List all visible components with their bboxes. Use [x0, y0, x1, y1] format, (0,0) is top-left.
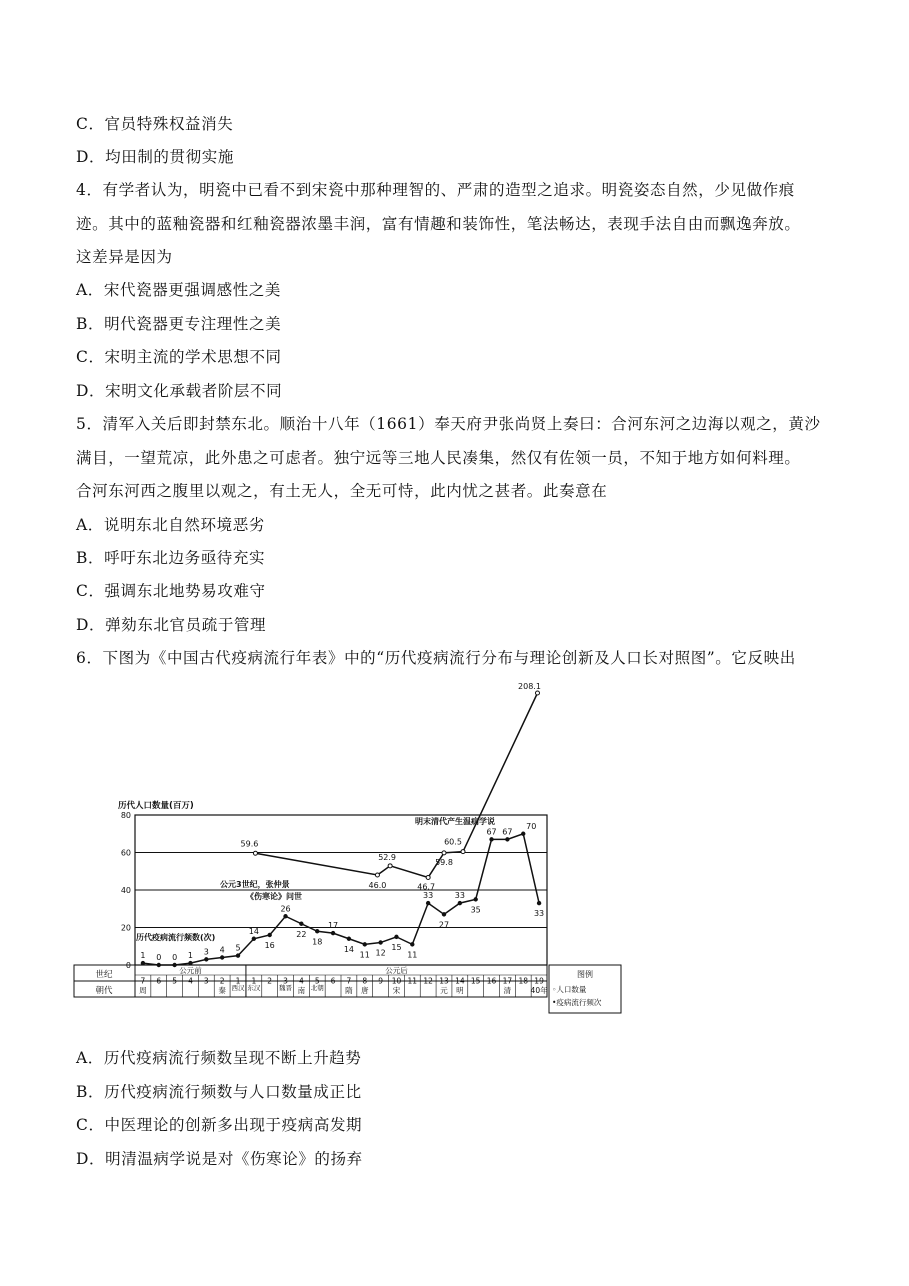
epidemic-point — [172, 963, 176, 967]
dynasty-label: 东汉 — [247, 984, 261, 992]
century-label: 12 — [423, 976, 433, 986]
epidemic-point — [252, 937, 256, 941]
epidemic-data-label: 5 — [235, 943, 241, 953]
epidemic-point — [141, 961, 145, 965]
epidemic-data-label: 14 — [248, 926, 259, 936]
epidemic-point — [521, 832, 525, 836]
text-line: C．强调东北地势易攻难守 — [76, 582, 266, 600]
century-label: 18 — [518, 976, 529, 986]
dynasty-label: 明 — [456, 986, 464, 995]
text-line: B．呼吁东北边务亟待充实 — [76, 549, 266, 567]
epidemic-data-label: 67 — [502, 827, 513, 837]
text-line: D．弹劾东北官员疏于管理 — [76, 616, 267, 634]
dynasty-label: 唐 — [361, 986, 369, 995]
annotation-zhang-zhongjing: 公元3世纪，张仲景 — [220, 880, 290, 889]
population-point — [388, 864, 392, 868]
row-label-century: 世纪 — [95, 970, 113, 980]
epidemic-data-label: 3 — [203, 947, 209, 957]
century-label: 3 — [283, 976, 288, 986]
population-point — [535, 691, 539, 695]
epidemic-point — [537, 901, 541, 905]
text-line: A．说明东北自然环境恶劣 — [76, 516, 265, 534]
dynasty-label: 北朝 — [310, 984, 324, 992]
epidemic-point — [188, 961, 192, 965]
epidemic-data-label: 1 — [187, 951, 194, 961]
text-line: A．历代疫病流行频数呈现不断上升趋势 — [76, 1049, 362, 1067]
dynasty-label: 周 — [139, 986, 147, 995]
century-label: 16 — [486, 976, 497, 986]
legend-item-epidemic: •疫病流行频次 — [552, 998, 602, 1007]
epidemic-point — [331, 931, 335, 935]
era-label-ad: 公元后 — [385, 966, 408, 975]
century-label: 5 — [172, 976, 178, 986]
epidemic-point — [299, 922, 303, 926]
dynasty-label: 秦 — [218, 986, 226, 995]
century-label: 7 — [140, 976, 146, 986]
text-line: 满目，一望荒凉，此外患之可虑者。独宁远等三地人民凑集，然仅有佐领一员，不知于地方如何料理。 — [76, 449, 801, 467]
century-label: 2 — [267, 976, 273, 986]
text-line: C．官员特殊权益消失 — [76, 115, 234, 133]
population-data-label: 60.5 — [444, 837, 462, 847]
annotation-warm-disease: 明末清代产生温病学说 — [415, 817, 495, 826]
epidemic-data-label: 14 — [343, 944, 355, 954]
text-line: 5．清军入关后即封禁东北。顺治十八年（1661）奉天府尹张尚贤上奏曰：合河东河之边海以观之，黄沙 — [76, 415, 821, 433]
epidemic-data-label: 35 — [470, 905, 481, 915]
century-label: 1 — [235, 976, 241, 986]
century-label: 7 — [346, 976, 352, 986]
epidemic-point — [505, 837, 509, 841]
text-line: 4．有学者认为，明瓷中已看不到宋瓷中那种理智的、严肃的造型之追求。明瓷姿态自然，少见做作痕 — [76, 181, 795, 199]
legend-title: 图例 — [577, 970, 593, 979]
annotation-shanghanlun: 《伤寒论》问世 — [246, 892, 302, 901]
epidemic-data-label: 17 — [327, 921, 339, 931]
epidemic-point — [204, 957, 208, 961]
epidemic-data-label: 4 — [219, 945, 225, 955]
century-label: 11 — [407, 976, 418, 986]
population-point — [253, 851, 257, 855]
dynasty-label: 40年 — [530, 986, 548, 995]
epidemic-data-label: 15 — [391, 942, 402, 952]
epidemic-data-label: 0 — [172, 953, 178, 962]
text-line: B．明代瓷器更专注理性之美 — [76, 315, 282, 333]
epidemic-data-label: 33 — [533, 909, 545, 919]
century-label: 5 — [314, 976, 320, 986]
dynasty-label: 元 — [440, 986, 448, 995]
century-label: 17 — [502, 976, 513, 986]
century-label: 3 — [203, 976, 209, 986]
dynasty-label: 宋 — [392, 986, 401, 995]
century-label: 15 — [470, 976, 481, 986]
era-label-bc: 公元前 — [179, 966, 202, 975]
y-tick-label: 60 — [120, 848, 131, 858]
epidemic-data-label: 22 — [296, 929, 307, 939]
epidemic-point — [363, 942, 367, 946]
text-line: 迹。其中的蓝釉瓷器和红釉瓷器浓墨丰润，富有情趣和装饰性，笔法畅达，表现手法自由而飘逸奔放。 — [76, 215, 801, 233]
epidemic-point — [283, 914, 287, 918]
y-tick-label: 80 — [120, 811, 131, 820]
y-tick-label: 0 — [125, 961, 131, 970]
epidemic-point — [489, 837, 493, 841]
epidemic-data-label: 27 — [438, 920, 450, 930]
population-point — [442, 851, 446, 855]
epidemic-data-label: 1 — [140, 951, 146, 961]
epidemic-point — [315, 929, 319, 933]
century-label: 13 — [439, 976, 449, 986]
text-line: A．宋代瓷器更强调感性之美 — [76, 281, 281, 299]
y-axis-label: 历代人口数量(百万) — [118, 801, 194, 811]
population-line — [255, 693, 537, 877]
century-label: 2 — [219, 976, 225, 986]
epidemic-population-chart — [70, 675, 630, 1020]
century-label: 19 — [534, 976, 544, 986]
epidemic-point — [458, 901, 462, 905]
century-label: 14 — [455, 976, 465, 986]
text-line: 6．下图为《中国古代疫病流行年表》中的“历代疫病流行分布与理论创新及人口长对照图”。它反映出 — [76, 649, 796, 667]
y-tick-label: 40 — [120, 886, 131, 895]
epidemic-point — [157, 963, 161, 967]
dynasty-label: 西汉 — [231, 984, 245, 992]
century-label: 4 — [188, 976, 193, 986]
century-label: 6 — [156, 976, 162, 986]
epidemic-point — [220, 955, 224, 959]
text-line: B．历代疫病流行频数与人口数量成正比 — [76, 1083, 362, 1101]
epidemic-point — [394, 935, 398, 939]
population-point — [426, 875, 430, 879]
epidemic-data-label: 70 — [526, 821, 537, 831]
text-line: C．宋明主流的学术思想不同 — [76, 348, 282, 366]
epidemic-data-label: 18 — [312, 937, 323, 947]
century-label: 1 — [251, 976, 257, 986]
population-data-label: 59.8 — [435, 857, 453, 867]
epidemic-data-label: 33 — [454, 891, 465, 901]
text-line: 这差异是因为 — [76, 248, 173, 266]
text-line: D．宋明文化承载者阶层不同 — [76, 382, 283, 400]
population-data-label: 46.7 — [417, 882, 436, 892]
dynasty-label: 南 — [297, 986, 306, 995]
epidemic-line — [143, 834, 539, 965]
epidemic-point — [378, 940, 382, 944]
text-line: 合河东河西之腹里以观之，有土无人，全无可恃，此内忧之甚者。此奏意在 — [76, 482, 608, 500]
epidemic-point — [426, 901, 430, 905]
century-label: 4 — [298, 976, 304, 986]
epidemic-data-label: 67 — [486, 827, 497, 837]
epidemic-data-label: 33 — [423, 891, 434, 901]
epidemic-data-label: 12 — [375, 948, 386, 958]
legend-item-population: ◦人口数量 — [552, 985, 587, 994]
epidemic-data-label: 16 — [264, 941, 275, 950]
row-label-dynasty: 朝代 — [95, 986, 113, 996]
epidemic-data-label: 11 — [407, 950, 418, 960]
population-point — [461, 850, 465, 854]
century-label: 6 — [330, 976, 336, 986]
epidemic-data-label: 11 — [359, 950, 370, 960]
epidemic-point — [410, 942, 414, 946]
century-label: 8 — [362, 976, 368, 986]
y-tick-label: 20 — [120, 923, 131, 933]
epidemic-point — [236, 953, 240, 957]
annotation-epidemic-axis: 历代疫病流行频数(次) — [136, 933, 216, 942]
text-line: D．均田制的贯彻实施 — [76, 148, 234, 166]
population-data-label: 52.9 — [378, 852, 397, 862]
century-label: 10 — [391, 976, 402, 986]
population-data-label: 46.0 — [368, 881, 387, 890]
epidemic-point — [347, 937, 351, 941]
dynasty-label: 清 — [503, 986, 512, 995]
population-point — [375, 873, 379, 877]
dynasty-label: 魏晋 — [279, 984, 293, 992]
century-label: 9 — [378, 976, 384, 986]
epidemic-point — [267, 933, 271, 937]
epidemic-data-label: 26 — [280, 904, 291, 914]
dynasty-label: 隋 — [345, 986, 353, 995]
epidemic-point — [473, 897, 477, 901]
epidemic-point — [442, 912, 446, 916]
text-line: C．中医理论的创新多出现于疫病高发期 — [76, 1116, 363, 1134]
population-data-label: 59.6 — [240, 839, 259, 849]
text-line: D．明清温病学说是对《伤寒论》的扬弃 — [76, 1150, 363, 1168]
epidemic-data-label: 0 — [156, 953, 162, 962]
population-data-label: 208.1 — [518, 682, 541, 691]
